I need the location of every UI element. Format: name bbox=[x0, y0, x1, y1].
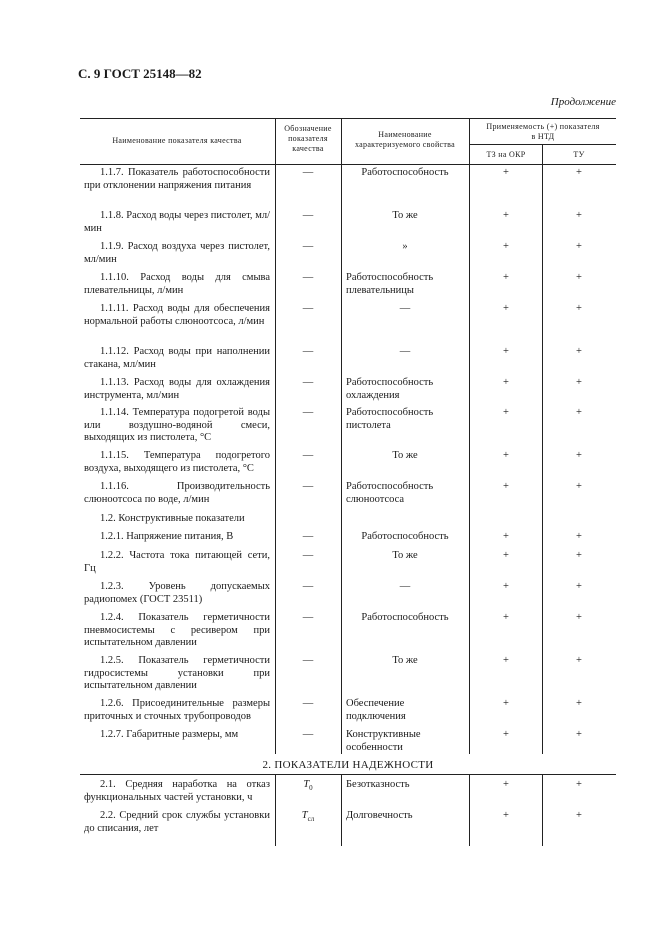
col-divider-1b bbox=[275, 774, 276, 846]
col-header-tz: ТЗ на ОКР bbox=[486, 150, 526, 159]
row-indicator-name: 1.1.11. Расход воды для обеспечения нормальной работы слюноотсоса, л/мин bbox=[84, 303, 270, 327]
row-tz-mark: + bbox=[503, 407, 509, 418]
row-tz-mark: + bbox=[503, 241, 509, 252]
row-property: Работоспособность bbox=[361, 167, 449, 178]
row-indicator-name: 1.2.7. Габаритные размеры, мм bbox=[100, 729, 239, 740]
row-symbol: — bbox=[302, 272, 314, 283]
col-header-name: Наименование показателя качества bbox=[112, 136, 242, 145]
page-header: С. 9 ГОСТ 25148—82 bbox=[78, 66, 202, 81]
col-header-symbol: Обозначение показателя качества bbox=[284, 124, 332, 153]
row-property: Работоспособность пистолета bbox=[346, 407, 434, 431]
row-indicator-name: 1.2.5. Показатель герметичности гидросистемы установки при испытательном давлении bbox=[84, 655, 270, 691]
row-indicator-name: 2.2. Средний срок службы установки до списания, лет bbox=[84, 810, 270, 834]
row-tz-mark: + bbox=[503, 481, 509, 492]
row-tu-mark: + bbox=[576, 210, 582, 221]
row-tz-mark: + bbox=[503, 450, 509, 461]
row-indicator-name: 1.2.3. Уровень допускаемых радиопомех (ГОСТ 23511) bbox=[84, 581, 270, 605]
row-tz-mark: + bbox=[503, 272, 509, 283]
row-tu-mark: + bbox=[576, 241, 582, 252]
row-symbol: — bbox=[302, 550, 314, 561]
row-indicator-name: 1.1.12. Расход воды при наполнении стакана, мл/мин bbox=[84, 346, 270, 370]
row-tz-mark: + bbox=[503, 167, 509, 178]
row-tz-mark: + bbox=[503, 612, 509, 623]
row-tu-mark: + bbox=[576, 779, 582, 790]
row-tu-mark: + bbox=[576, 698, 582, 709]
row-symbol: — bbox=[302, 612, 314, 623]
table-top-rule bbox=[80, 118, 616, 119]
row-tu-mark: + bbox=[576, 407, 582, 418]
row-indicator-name: 1.1.9. Расход воздуха через пистолет, мл/мин bbox=[84, 241, 270, 265]
row-tz-mark: + bbox=[503, 655, 509, 666]
row-property: — bbox=[399, 346, 411, 357]
row-tz-mark: + bbox=[503, 729, 509, 740]
row-property: То же bbox=[392, 655, 418, 666]
row-tu-mark: + bbox=[576, 481, 582, 492]
row-tu-mark: + bbox=[576, 167, 582, 178]
row-tz-mark: + bbox=[503, 810, 509, 821]
row-indicator-name: 1.1.14. Температура подогретой воды или воздушно-водяной смеси, выходящих из пистолета, °С bbox=[84, 407, 270, 443]
row-property: Работоспособность охлаждения bbox=[346, 377, 434, 401]
col-divider-2b bbox=[341, 774, 342, 846]
row-indicator-name: 1.1.10. Расход воды для смыва плевательницы, л/мин bbox=[84, 272, 270, 296]
row-tu-mark: + bbox=[576, 729, 582, 740]
row-property: То же bbox=[392, 550, 418, 561]
row-symbol: — bbox=[302, 481, 314, 492]
row-tu-mark: + bbox=[576, 655, 582, 666]
row-symbol: — bbox=[302, 531, 314, 542]
col-header-applicability: Применяемость (+) показателя в НТД bbox=[486, 122, 600, 141]
row-symbol: — bbox=[302, 377, 314, 388]
row-symbol: — bbox=[302, 450, 314, 461]
row-symbol: — bbox=[302, 167, 314, 178]
row-property: То же bbox=[392, 210, 418, 221]
col-header-property: Наименование характеризуемого свойства bbox=[354, 130, 455, 149]
row-property: То же bbox=[392, 450, 418, 461]
row-indicator-name: 1.1.7. Показатель работоспособности при отклонении напряжения питания bbox=[84, 167, 270, 191]
row-symbol: — bbox=[302, 210, 314, 221]
row-tz-mark: + bbox=[503, 303, 509, 314]
row-tu-mark: + bbox=[576, 346, 582, 357]
row-indicator-name: 1.1.13. Расход воды для охлаждения инструмента, мл/мин bbox=[84, 377, 270, 401]
applicability-rule bbox=[470, 144, 616, 145]
row-property: — bbox=[399, 581, 411, 592]
row-symbol: — bbox=[302, 729, 314, 740]
row-symbol: $T_{сл}$ bbox=[301, 810, 315, 824]
col-header-tu: ТУ bbox=[573, 150, 585, 159]
row-symbol: — bbox=[302, 241, 314, 252]
row-property: Работоспособность слюноотсоса bbox=[346, 481, 434, 505]
row-property: Долговечность bbox=[346, 810, 413, 821]
row-symbol: — bbox=[302, 303, 314, 314]
row-symbol: — bbox=[302, 346, 314, 357]
row-property: Работоспособность плевательницы bbox=[346, 272, 434, 296]
row-symbol: $T_0$ bbox=[303, 779, 313, 793]
row-symbol: — bbox=[302, 698, 314, 709]
row-indicator-name: 1.1.15. Температура подогретого воздуха, выходящего из пистолета, °С bbox=[84, 450, 270, 474]
row-property: Обеспечение подключения bbox=[346, 698, 406, 722]
row-indicator-name: 1.2.1. Напряжение питания, В bbox=[100, 531, 234, 542]
table-header-rule bbox=[80, 164, 616, 165]
section-title: 2. ПОКАЗАТЕЛИ НАДЕЖНОСТИ bbox=[262, 759, 434, 771]
section-rule bbox=[80, 774, 616, 775]
col-divider-1 bbox=[275, 118, 276, 754]
row-tz-mark: + bbox=[503, 377, 509, 388]
row-tu-mark: + bbox=[576, 377, 582, 388]
row-tu-mark: + bbox=[576, 550, 582, 561]
row-indicator-name: 1.2.2. Частота тока питающей сети, Гц bbox=[84, 550, 270, 574]
row-property: Конструктивные особенности bbox=[346, 729, 421, 753]
row-indicator-name: 1.2.6. Присоединительные размеры приточных и сточных трубопроводов bbox=[84, 698, 270, 722]
row-tu-mark: + bbox=[576, 531, 582, 542]
row-tz-mark: + bbox=[503, 698, 509, 709]
row-tz-mark: + bbox=[503, 531, 509, 542]
continuation-label: Продолжение bbox=[550, 96, 616, 108]
row-indicator-name: 1.1.8. Расход воды через пистолет, мл/мин bbox=[84, 210, 270, 234]
row-tz-mark: + bbox=[503, 779, 509, 790]
row-indicator-name: 1.1.16. Производительность слюноотсоса по воде, л/мин bbox=[84, 481, 270, 505]
row-property: Работоспособность bbox=[361, 612, 449, 623]
row-property: Безотказность bbox=[346, 779, 410, 790]
row-tu-mark: + bbox=[576, 810, 582, 821]
row-indicator-name: 1.2.4. Показатель герметичности пневмосистемы с ресивером при испытательном давлении bbox=[84, 612, 270, 648]
row-symbol: — bbox=[302, 655, 314, 666]
col-divider-2 bbox=[341, 118, 342, 754]
row-tu-mark: + bbox=[576, 272, 582, 283]
row-tu-mark: + bbox=[576, 581, 582, 592]
row-property: Работоспособность bbox=[361, 531, 449, 542]
row-indicator-name: 1.2. Конструктивные показатели bbox=[100, 513, 245, 524]
row-property: » bbox=[402, 241, 408, 252]
row-tz-mark: + bbox=[503, 550, 509, 561]
row-tz-mark: + bbox=[503, 210, 509, 221]
row-tz-mark: + bbox=[503, 346, 509, 357]
row-tz-mark: + bbox=[503, 581, 509, 592]
row-symbol: — bbox=[302, 581, 314, 592]
row-tu-mark: + bbox=[576, 303, 582, 314]
row-tu-mark: + bbox=[576, 450, 582, 461]
row-tu-mark: + bbox=[576, 612, 582, 623]
row-property: — bbox=[399, 303, 411, 314]
row-indicator-name: 2.1. Средняя наработка на отказ функциональных частей установки, ч bbox=[84, 779, 270, 803]
row-symbol: — bbox=[302, 407, 314, 418]
